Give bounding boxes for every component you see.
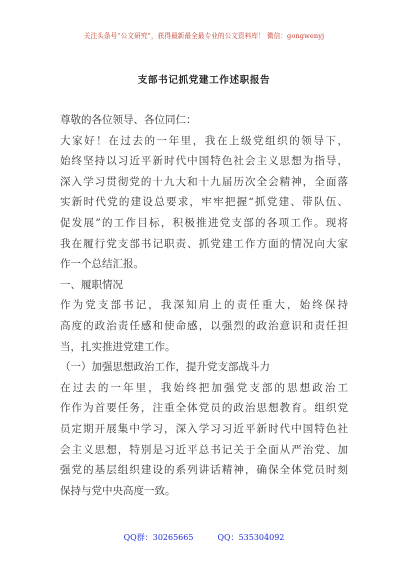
paragraph-line: 作为党支部书记，我深知肩上的责任重大，始终保持 — [60, 299, 348, 312]
document-title: 支部书记抓党建工作述职报告 — [137, 75, 271, 86]
paragraph-line: 作作为首要任务，注重全体党员的政治思想教育。组织党 — [60, 402, 348, 415]
paragraph-line: 保持与党中央高度一致。 — [60, 484, 176, 497]
subsection-heading: （一）加强思想政治工作，提升党支部战斗力 — [60, 361, 270, 374]
section-heading: 一、履职情况 — [60, 278, 123, 291]
document-body — [60, 110, 348, 501]
paragraph-line: 在过去的一年里，我始终把加强党支部的思想政治工 — [60, 381, 348, 394]
paragraph-line: 促发展”的工作目标，积极推进党支部的各项工作。现将 — [60, 216, 348, 229]
paragraph-line: 我在履行党支部书记职责、抓党建工作方面的情况向大家 — [60, 237, 348, 250]
paragraph-line: 始终坚持以习近平新时代中国特色社会主义思想为指导， — [60, 155, 348, 168]
qq-number: QQ：535304092 — [217, 533, 285, 542]
paragraph-line: 员定期开展集中学习，深入学习习近平新时代中国特色社 — [60, 422, 348, 435]
salutation-line: 尊敬的各位领导、各位同仁： — [60, 114, 197, 126]
paragraph-line: 高度的政治责任感和使命感，以强烈的政治意识和责任担 — [60, 319, 348, 332]
paragraph-line: 强党的基层组织建设的系列讲话精神，确保全体党员时刻 — [60, 464, 348, 477]
paragraph-line: 大家好！在过去的一年里，我在上级党组织的领导下， — [60, 134, 348, 147]
paragraph-line: 深入学习贯彻党的十九大和十九届历次全会精神，全面落 — [60, 175, 348, 188]
paragraph-line: 当，扎实推进党建工作。 — [60, 340, 176, 353]
qq-group-number: QQ群：30265665 — [123, 533, 194, 542]
paragraph-line: 实新时代党的建设总要求，牢牢把握“抓党建、带队伍、 — [60, 196, 348, 209]
promo-banner: 关注头条号“公文研究”，获得最新最全最专业的公文资料库！ 微信：gongwenyj — [83, 32, 325, 40]
paragraph-line: 会主义思想，特别是习近平总书记关于全面从严治党、加 — [60, 443, 348, 456]
paragraph-line: 作一个总结汇报。 — [60, 258, 144, 271]
contact-footer — [0, 532, 408, 543]
